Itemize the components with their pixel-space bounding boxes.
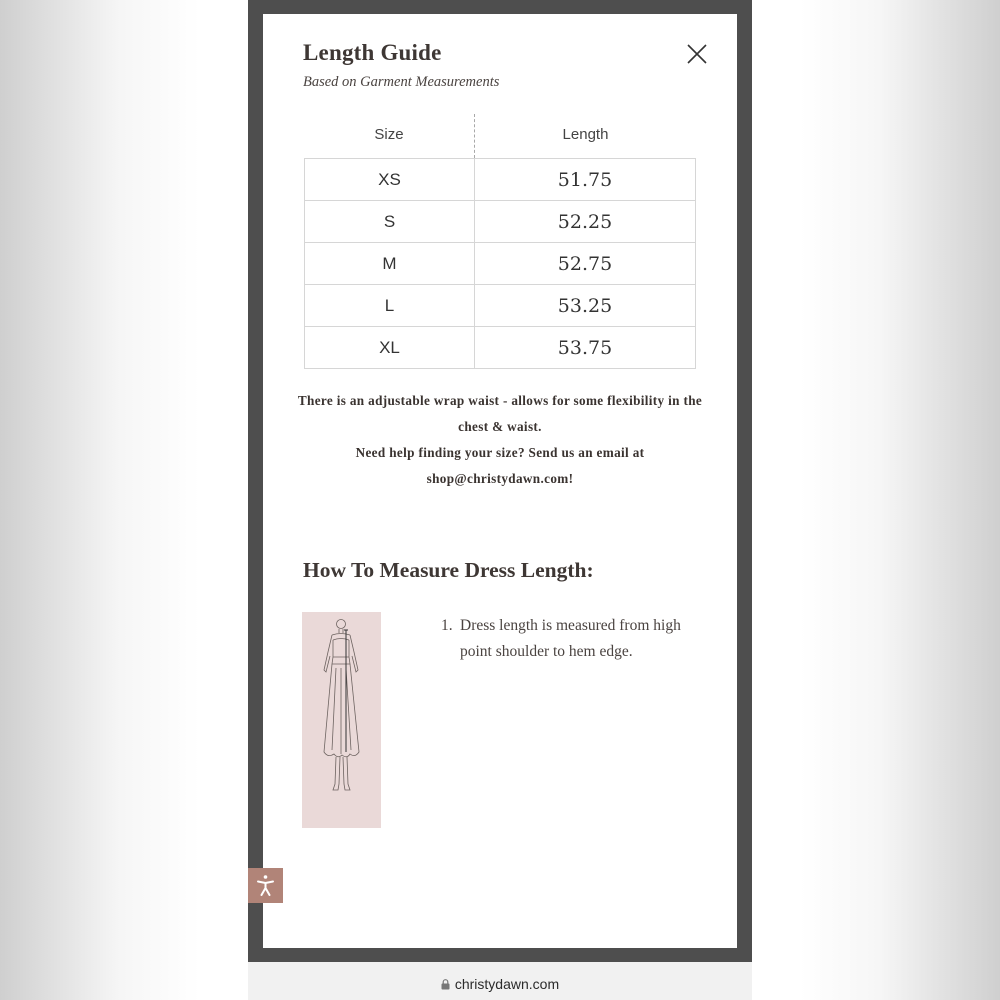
header-length: Length	[562, 126, 609, 143]
table-row	[305, 243, 695, 285]
cell-size: M	[305, 243, 475, 284]
step-item	[435, 613, 715, 665]
modal-subtitle: Based on Garment Measurements	[303, 74, 500, 90]
table-row	[305, 285, 695, 327]
table-row	[305, 159, 695, 201]
cell-length: 53.25	[557, 294, 613, 317]
cell-size: XS	[305, 159, 475, 200]
table-row	[305, 327, 695, 369]
how-to-measure-title: How To Measure Dress Length:	[303, 558, 594, 582]
size-table	[304, 158, 696, 369]
cell-size: L	[305, 285, 475, 326]
cell-size: XL	[305, 327, 475, 368]
size-table-header	[304, 114, 696, 158]
modal-title: Length Guide	[303, 40, 442, 65]
length-guide-modal	[263, 14, 737, 948]
table-row	[305, 201, 695, 243]
fit-note	[293, 388, 707, 492]
measure-steps	[435, 613, 715, 665]
header-size: Size	[374, 126, 404, 143]
cell-length: 53.75	[557, 336, 613, 359]
cell-length: 52.75	[557, 252, 613, 275]
lock-icon	[441, 977, 450, 993]
cell-length: 52.25	[557, 210, 613, 233]
url-text: christydawn.com	[454, 976, 560, 992]
fit-note-contact: Need help finding your size? Send us an email at shop@christydawn.com!	[355, 445, 645, 486]
browser-url-bar[interactable]	[248, 962, 752, 1000]
accessibility-icon[interactable]	[248, 868, 283, 903]
cell-size: S	[305, 201, 475, 242]
step-text: Dress length is measured from high point shoulder to hem edge.	[460, 617, 681, 660]
close-icon[interactable]	[684, 41, 710, 67]
step-number: 1.	[441, 617, 453, 634]
dress-illustration	[302, 612, 381, 828]
cell-length: 51.75	[557, 168, 613, 191]
fit-note-wrap-waist: There is an adjustable wrap waist - allows for some flexibility in the chest & waist.	[297, 393, 703, 434]
